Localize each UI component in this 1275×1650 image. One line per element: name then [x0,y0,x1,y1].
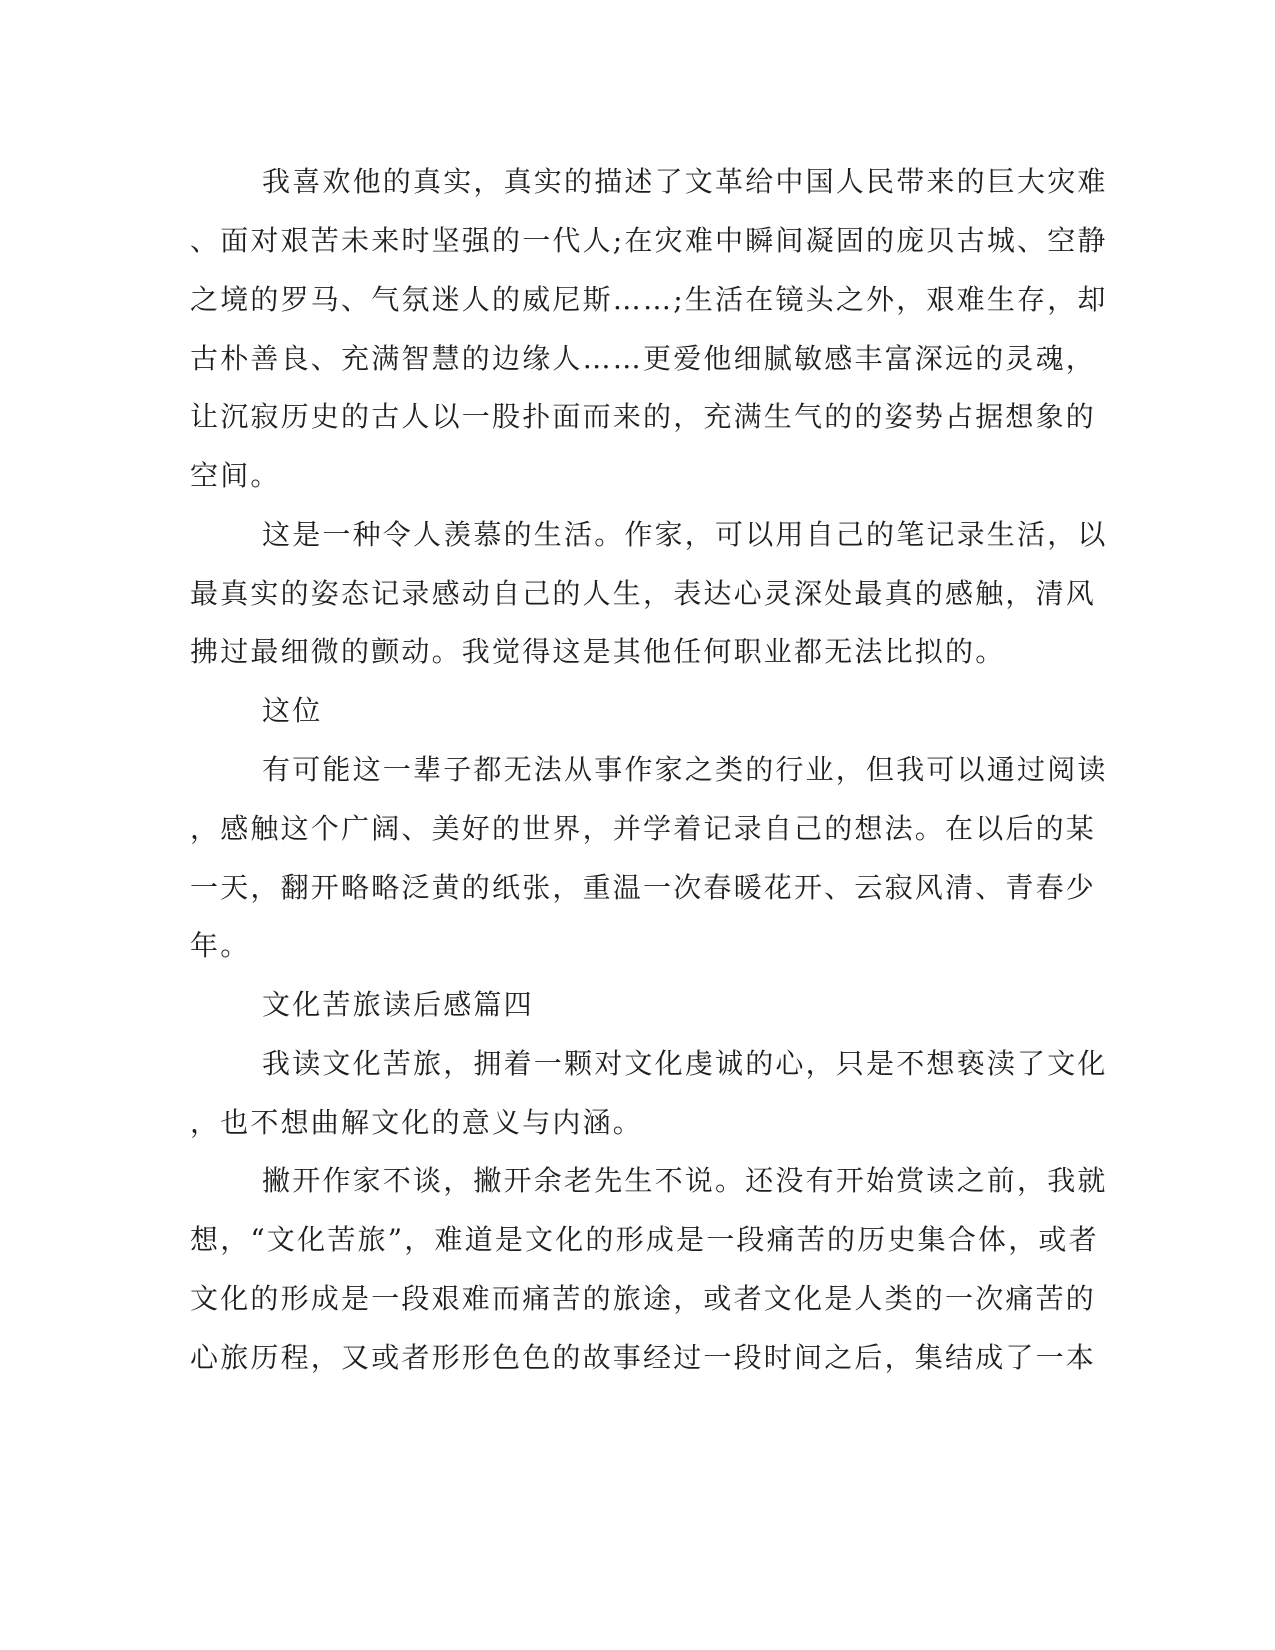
paragraph-1-line-5: 让沉寂历史的古人以一股扑面而来的，充满生气的的姿势占据想象的 [190,400,1097,433]
paragraph-1-line-2: 、面对艰苦未来时坚强的一代人;在灾难中瞬间凝固的庞贝古城、空静 [190,224,1108,257]
paragraph-1-line-4: 古朴善良、充满智慧的边缘人……更爱他细腻敏感丰富深远的灵魂， [190,342,1097,375]
paragraph-1-line-1: 我喜欢他的真实，真实的描述了文革给中国人民带来的巨大灾难 [262,165,1108,198]
paragraph-5-line-2: ，也不想曲解文化的意义与内涵。 [190,1106,644,1139]
section-heading: 文化苦旅读后感篇四 [262,988,534,1021]
paragraph-1-line-6: 空间。 [190,459,281,492]
paragraph-4-line-2: ，感触这个广阔、美好的世界，并学着记录自己的想法。在以后的某 [190,812,1097,845]
paragraph-2-line-2: 最真实的姿态记录感动自己的人生，表达心灵深处最真的感触，清风 [190,577,1097,610]
paragraph-6-line-2: 想，“文化苦旅”，难道是文化的形成是一段痛苦的历史集合体，或者 [190,1223,1099,1256]
paragraph-1-line-3: 之境的罗马、气氛迷人的威尼斯……;生活在镜头之外，艰难生存，却 [190,283,1108,316]
paragraph-4-line-1: 有可能这一辈子都无法从事作家之类的行业，但我可以通过阅读 [262,753,1108,786]
paragraph-5-line-1: 我读文化苦旅，拥着一颗对文化虔诚的心，只是不想亵渎了文化 [262,1047,1108,1080]
paragraph-2-line-3: 拂过最细微的颤动。我觉得这是其他任何职业都无法比拟的。 [190,635,1006,668]
paragraph-6-line-1: 撇开作家不谈，撇开余老先生不说。还没有开始赏读之前，我就 [262,1164,1108,1197]
paragraph-4-line-3: 一天，翻开略略泛黄的纸张，重温一次春暖花开、云寂风清、青春少 [190,871,1097,904]
paragraph-2-line-1: 这是一种令人羡慕的生活。作家，可以用自己的笔记录生活，以 [262,518,1108,551]
paragraph-3-line-1: 这位 [262,694,323,727]
paragraph-4-line-4: 年。 [190,929,251,962]
paragraph-6-line-4: 心旅历程，又或者形形色色的故事经过一段时间之后，集结成了一本 [190,1341,1097,1374]
paragraph-6-line-3: 文化的形成是一段艰难而痛苦的旅途，或者文化是人类的一次痛苦的 [190,1282,1097,1315]
